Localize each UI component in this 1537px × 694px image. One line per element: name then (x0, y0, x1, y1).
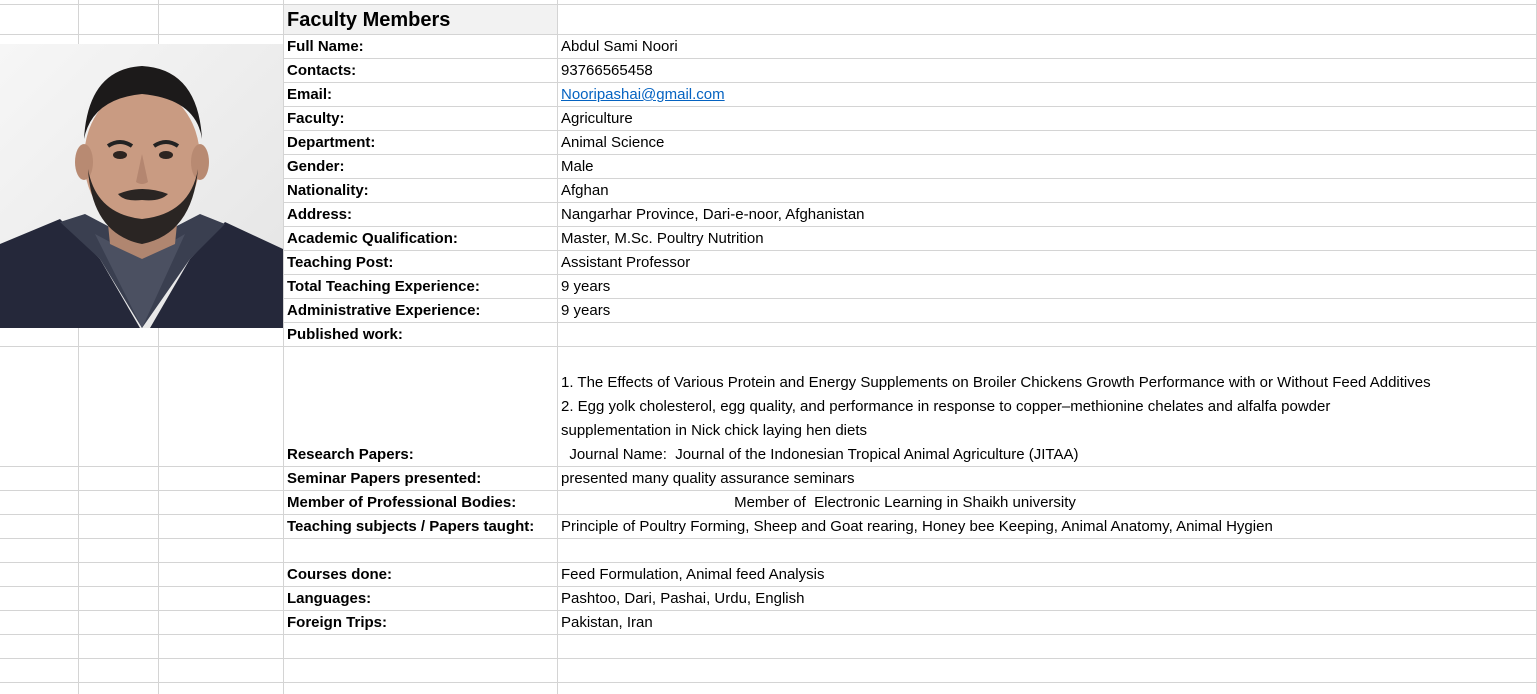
research-papers-label: Research Papers: (287, 446, 414, 463)
row-border (0, 466, 1537, 467)
column-border (283, 0, 284, 694)
row-border (0, 610, 1537, 611)
teaching-post-value[interactable]: Assistant Professor (561, 254, 691, 271)
seminar-papers-value[interactable]: presented many quality assurance seminars (561, 470, 855, 487)
research-paper-line-2[interactable]: 2. Egg yolk cholesterol, egg quality, and performance in response to copper–methionine chelates and alfalfa powder (561, 398, 1331, 415)
gender-value[interactable]: Male (561, 158, 594, 175)
languages-label: Languages: (287, 590, 372, 607)
row-border (0, 514, 1537, 515)
row-border (0, 346, 1537, 347)
professional-bodies-label: Member of Professional Bodies: (287, 494, 517, 511)
portrait-image (0, 44, 283, 328)
gender-label: Gender: (287, 158, 345, 175)
row-border (0, 4, 1537, 5)
teaching-subjects-label: Teaching subjects / Papers taught: (287, 518, 535, 535)
nationality-value[interactable]: Afghan (561, 182, 609, 199)
department-label: Department: (287, 134, 376, 151)
seminar-papers-label: Seminar Papers presented: (287, 470, 482, 487)
faculty-label: Faculty: (287, 110, 345, 127)
research-paper-line-3[interactable]: supplementation in Nick chick laying hen diets (561, 422, 867, 439)
row-border (0, 634, 1537, 635)
contacts-value[interactable]: 93766565458 (561, 62, 653, 79)
teaching-subjects-value[interactable]: Principle of Poultry Forming, Sheep and Goat rearing, Honey bee Keeping, Animal Anatomy, Animal Hygien (561, 518, 1273, 535)
email-link[interactable]: Nooripashai@gmail.com (561, 86, 725, 103)
row-border (0, 682, 1537, 683)
teaching-experience-value[interactable]: 9 years (561, 278, 611, 295)
languages-value[interactable]: Pashtoo, Dari, Pashai, Urdu, English (561, 590, 805, 607)
research-paper-line-1[interactable]: 1. The Effects of Various Protein and Energy Supplements on Broiler Chickens Growth Performance with or Without Feed Additives (561, 374, 1431, 391)
email-label: Email: (287, 86, 333, 103)
sheet-title: Faculty Members (287, 9, 451, 31)
department-value[interactable]: Animal Science (561, 134, 665, 151)
row-border (0, 562, 1537, 563)
admin-experience-value[interactable]: 9 years (561, 302, 611, 319)
profile-photo[interactable] (0, 44, 283, 328)
row-border (0, 538, 1537, 539)
admin-experience-label: Administrative Experience: (287, 302, 481, 319)
address-label: Address: (287, 206, 353, 223)
teaching-experience-label: Total Teaching Experience: (287, 278, 480, 295)
journal-name-value[interactable]: Journal Name: Journal of the Indonesian Tropical Animal Agriculture (JITAA) (561, 446, 1079, 463)
qualification-value[interactable]: Master, M.Sc. Poultry Nutrition (561, 230, 764, 247)
row-border (0, 490, 1537, 491)
published-work-label: Published work: (287, 326, 403, 343)
column-border (557, 0, 558, 694)
address-value[interactable]: Nangarhar Province, Dari-e-noor, Afghanistan (561, 206, 865, 223)
teaching-post-label: Teaching Post: (287, 254, 394, 271)
courses-done-label: Courses done: (287, 566, 393, 583)
row-border (0, 586, 1537, 587)
row-border (0, 34, 1537, 35)
foreign-trips-value[interactable]: Pakistan, Iran (561, 614, 653, 631)
qualification-label: Academic Qualification: (287, 230, 458, 247)
courses-done-value[interactable]: Feed Formulation, Animal feed Analysis (561, 566, 825, 583)
full-name-value[interactable]: Abdul Sami Noori (561, 38, 678, 55)
row-border (0, 658, 1537, 659)
professional-bodies-value[interactable]: Member of Electronic Learning in Shaikh university (734, 494, 1076, 511)
full-name-label: Full Name: (287, 38, 364, 55)
faculty-value[interactable]: Agriculture (561, 110, 633, 127)
contacts-label: Contacts: (287, 62, 357, 79)
foreign-trips-label: Foreign Trips: (287, 614, 388, 631)
nationality-label: Nationality: (287, 182, 369, 199)
